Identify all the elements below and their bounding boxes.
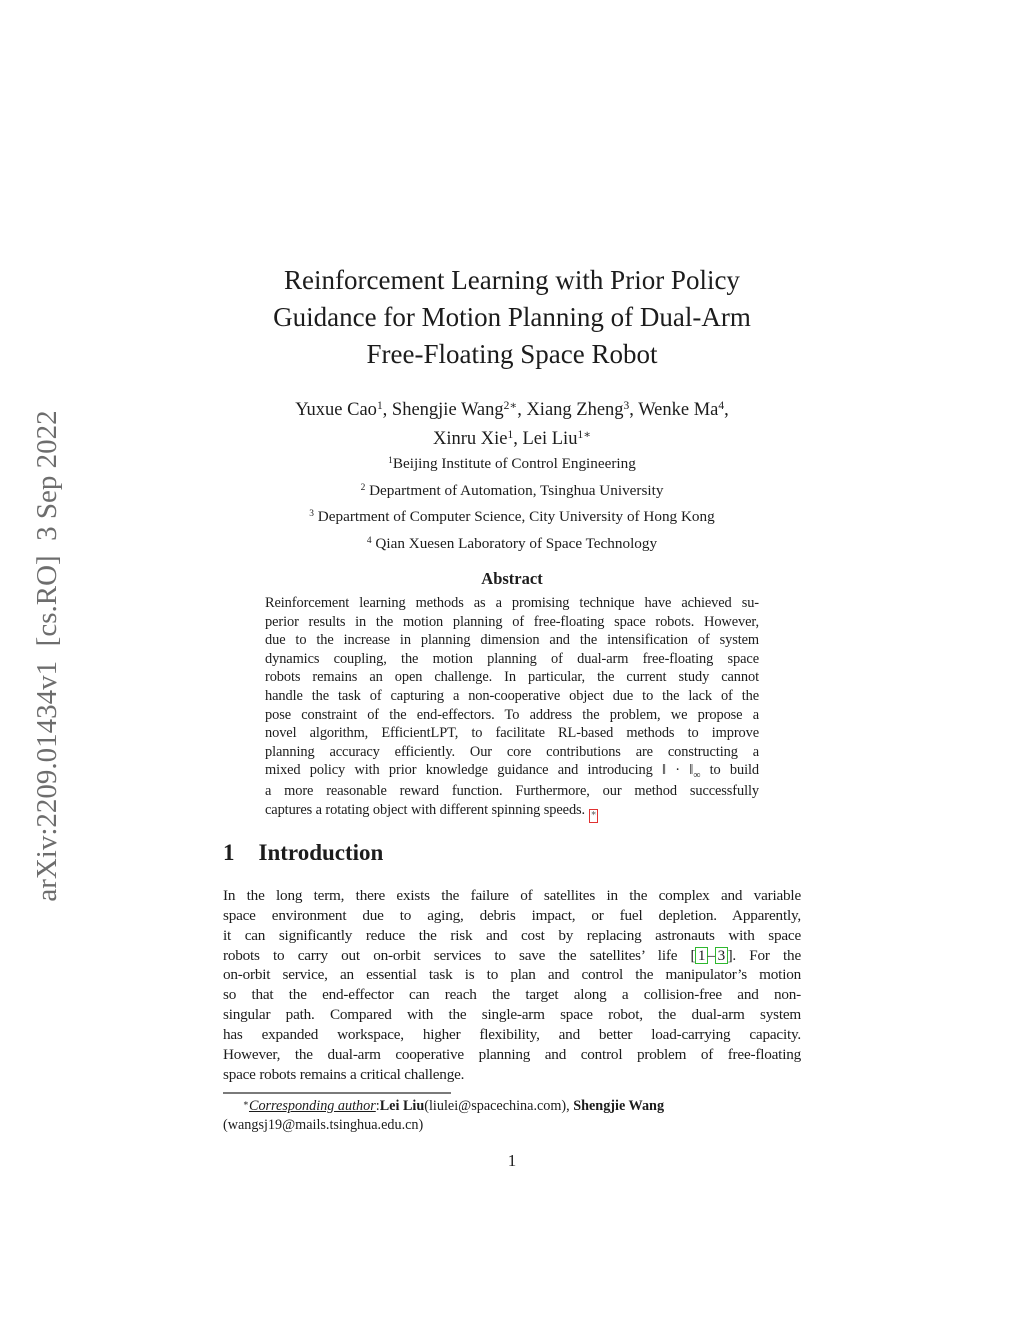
affiliation-number: 3 [309, 509, 314, 520]
paper-title [223, 262, 801, 373]
arxiv-stamp-container [31, 356, 73, 956]
body-text: robots to carry out on-orbit services to save the satellites’ life [ [223, 946, 696, 964]
citation-link-3[interactable]: 3 [715, 947, 727, 965]
abstract-line-last [265, 801, 759, 823]
affiliation-line [223, 532, 801, 559]
citation-link-1[interactable]: 1 [695, 947, 707, 965]
body-line: space environment due to aging, debris impact, or fuel depletion. Apparently, [223, 906, 801, 924]
introduction-paragraph [223, 886, 801, 1084]
body-line: on-orbit service, an essential task is to plan and control the manipulator’s motion [223, 966, 801, 984]
corresponding-author-name: Lei Liu [379, 1098, 425, 1114]
page-number: 1 [507, 1151, 517, 1170]
author-affiliation-mark: 1∗ [577, 428, 591, 441]
author-affiliation-mark: 2∗ [503, 400, 518, 413]
author-line [223, 397, 801, 426]
affiliation-line [223, 505, 801, 532]
abstract-line: pose constraint of the end-effectors. To address the problem, we propose a [265, 706, 759, 723]
footnote-link-box[interactable]: ∗ [589, 809, 598, 823]
section-heading-introduction [223, 840, 383, 866]
arxiv-stamp: arXiv:2209.01434v1 [cs.RO] 3 Sep 2022 [31, 410, 63, 902]
abstract-body [265, 594, 759, 823]
affiliation-text: Beijing Institute of Control Engineering [392, 455, 636, 472]
abstract-line: due to the increase in planning dimension and the intensification of system [265, 632, 759, 649]
footnote-colon: : [375, 1098, 380, 1114]
affiliation-number: 2 [360, 482, 366, 493]
body-line: it can significantly reduce the risk and cost by replacing astronauts with space [223, 926, 801, 944]
author-name: , Lei Liu [513, 428, 578, 449]
author-name: , Xiang Zheng [517, 400, 624, 420]
affiliation-text: Department of Automation, Tsinghua University [365, 481, 664, 499]
abstract-text: mixed policy with prior knowledge guidance and introducing [265, 762, 663, 779]
affiliation-line [223, 452, 801, 479]
corresponding-author-label: Corresponding author [248, 1098, 376, 1114]
footnote [223, 1097, 801, 1134]
corresponding-author-name: Shengjie Wang [573, 1098, 665, 1114]
abstract-text: to build [700, 762, 759, 779]
body-line: In the long term, there exists the failure of satellites in the complex and variable [223, 887, 801, 904]
norm-bars: ‖ · ‖ [662, 762, 694, 779]
abstract-section [265, 569, 759, 823]
body-text: ]. For the [727, 946, 801, 964]
author-line [223, 426, 801, 455]
abstract-heading: Abstract [481, 569, 543, 588]
body-line-citation [223, 946, 801, 966]
infinity-norm-math [662, 762, 701, 781]
section-title: Introduction [258, 840, 384, 865]
citation-range-dash: – [707, 946, 716, 964]
abstract-line: planning accuracy efficiently. Our core contributions are constructing a [265, 743, 759, 760]
abstract-line: novel algorithm, EfficientLPT, to facilitate RL-based methods to improve [265, 725, 759, 742]
author-list [223, 397, 801, 454]
footnote-rule [223, 1092, 451, 1094]
affiliation-list [223, 452, 801, 558]
affiliation-number: 4 [366, 536, 372, 547]
footnote-marker: ∗ [243, 1097, 249, 1108]
author-affiliation-mark: 4 [718, 400, 725, 413]
title-line: Free-Floating Space Robot [366, 339, 658, 369]
abstract-line: a more reasonable reward function. Furthermore, our method successfully [265, 782, 759, 799]
body-line: so that the end-effector can reach the target along a collision-free and non- [223, 986, 801, 1004]
affiliation-number: 1 [388, 456, 393, 467]
paper-page [223, 0, 801, 1325]
title-line: Reinforcement Learning with Prior Policy [284, 265, 740, 295]
affiliation-text: Qian Xuesen Laboratory of Space Technology [371, 534, 658, 552]
author-name: , Wenke Ma [629, 400, 719, 420]
affiliation-text: Department of Computer Science, City University of Hong Kong [313, 508, 715, 526]
author-name: Xinru Xie [433, 428, 508, 449]
abstract-text: captures a rotating object with different spinning speeds. [265, 801, 586, 818]
corresponding-author-email: (liulei@spacechina.com), [424, 1098, 574, 1114]
body-line: However, the dual-arm cooperative planning and control problem of free-floating [223, 1045, 801, 1063]
body-line-last: space robots remains a critical challenge. [223, 1065, 465, 1083]
author-affiliation-mark: 1 [507, 428, 514, 441]
abstract-line: perior results in the motion planning of free-floating space robots. However, [265, 613, 759, 630]
body-line: has expanded workspace, higher flexibility, and better load-carrying capacity. [223, 1025, 801, 1043]
footnote-line: (wangsj19@mails.tsinghua.edu.cn) [223, 1117, 424, 1133]
author-affiliation-mark: 1 [376, 400, 383, 413]
author-name: Yuxue Cao [295, 400, 377, 420]
abstract-line-norm [265, 761, 759, 782]
abstract-line: dynamics coupling, the motion planning of dual-arm free-floating space [265, 650, 759, 667]
footnote-line [223, 1097, 801, 1116]
author-name: , Shengjie Wang [382, 400, 504, 420]
infinity-subscript: ∞ [693, 769, 701, 781]
title-line: Guidance for Motion Planning of Dual-Arm [273, 302, 751, 332]
section-number: 1 [223, 840, 235, 865]
affiliation-line [223, 479, 801, 506]
abstract-line: handle the task of capturing a non-cooperative object due to the lack of the [265, 687, 759, 704]
author-affiliation-mark: 3 [623, 400, 630, 413]
body-line: singular path. Compared with the single-arm space robot, the dual-arm system [223, 1006, 801, 1024]
abstract-line: Reinforcement learning methods as a promising technique have achieved su- [265, 595, 759, 611]
abstract-line: robots remains an open challenge. In particular, the current study cannot [265, 669, 759, 686]
author-line-tail: , [724, 400, 729, 420]
